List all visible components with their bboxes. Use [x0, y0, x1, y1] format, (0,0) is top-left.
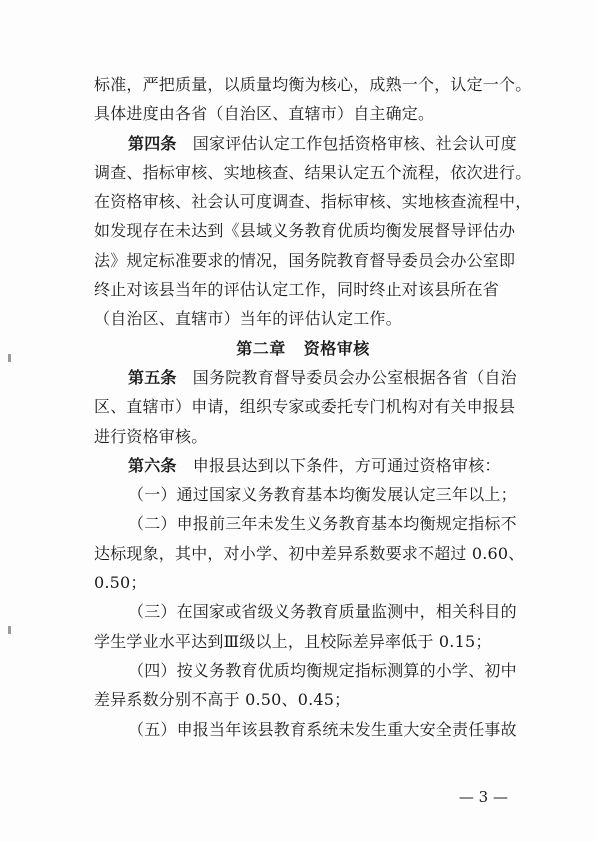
list-item: （一）通过国家义务教育基本均衡发展认定三年以上；: [128, 485, 517, 505]
text-line: 学生学业水平达到Ⅲ级以上，且校际差异率低于 0.15；: [94, 631, 492, 651]
text-line: 区、直辖市）申请，组织专家或委托专门机构对有关申报县: [94, 397, 516, 417]
text-line: 进行资格审核。: [94, 426, 208, 446]
list-item: （四）按义务教育优质均衡规定指标测算的小学、初中: [128, 660, 517, 680]
scan-margin-mark: [8, 626, 11, 634]
text-line: 调查、指标审核、实地核查、结果认定五个流程，依次进行。: [94, 162, 532, 182]
list-item: （三）在国家或省级义务教育质量监测中，相关科目的: [128, 602, 517, 622]
article-label: 第五条: [128, 367, 177, 387]
article-label: 第四条: [128, 133, 177, 153]
list-item: （五）申报当年该县教育系统未发生重大安全责任事故: [128, 719, 517, 739]
text-line: 终止对该县当年的评估认定工作，同时终止对该县所在省: [94, 280, 500, 300]
text-line: 标准，严把质量，以质量均衡为核心，成熟一个，认定一个。: [94, 75, 532, 94]
text-line: 达标现象，其中，对小学、初中差异系数要求不超过 0.60、: [94, 543, 525, 563]
article-4-line: 第四条 国家评估认定工作包括资格审核、社会认可度: [128, 133, 517, 153]
list-item: （二）申报前三年未发生义务教育基本均衡规定指标不: [128, 514, 517, 534]
article-label: 第六条: [128, 455, 177, 475]
scan-margin-mark: [8, 354, 11, 362]
article-5-line: 第五条 国务院教育督导委员会办公室根据各省（自治: [128, 367, 517, 387]
text-line: 0.50；: [94, 573, 147, 593]
text-line: 差异系数分别不高于 0.50、0.45；: [94, 690, 351, 710]
text-line: 具体进度由各省（自治区、直辖市）自主确定。: [94, 104, 435, 124]
text-line: 法》规定标准要求的情况，国务院教育督导委员会办公室即: [94, 250, 516, 270]
article-6-line: 第六条 申报县达到以下条件，方可通过资格审核：: [128, 455, 501, 475]
text-line: 在资格审核、社会认可度调查、指标审核、实地核查流程中，: [94, 192, 532, 212]
text-line: （自治区、直辖市）当年的评估认定工作。: [94, 309, 402, 329]
page-number: — 3 —: [458, 788, 508, 806]
chapter-heading: 第二章 资格审核: [236, 338, 370, 358]
document-body: [94, 70, 532, 744]
text-line: 如发现存在未达到《县域义务教育优质均衡发展督导评估办: [94, 221, 516, 241]
